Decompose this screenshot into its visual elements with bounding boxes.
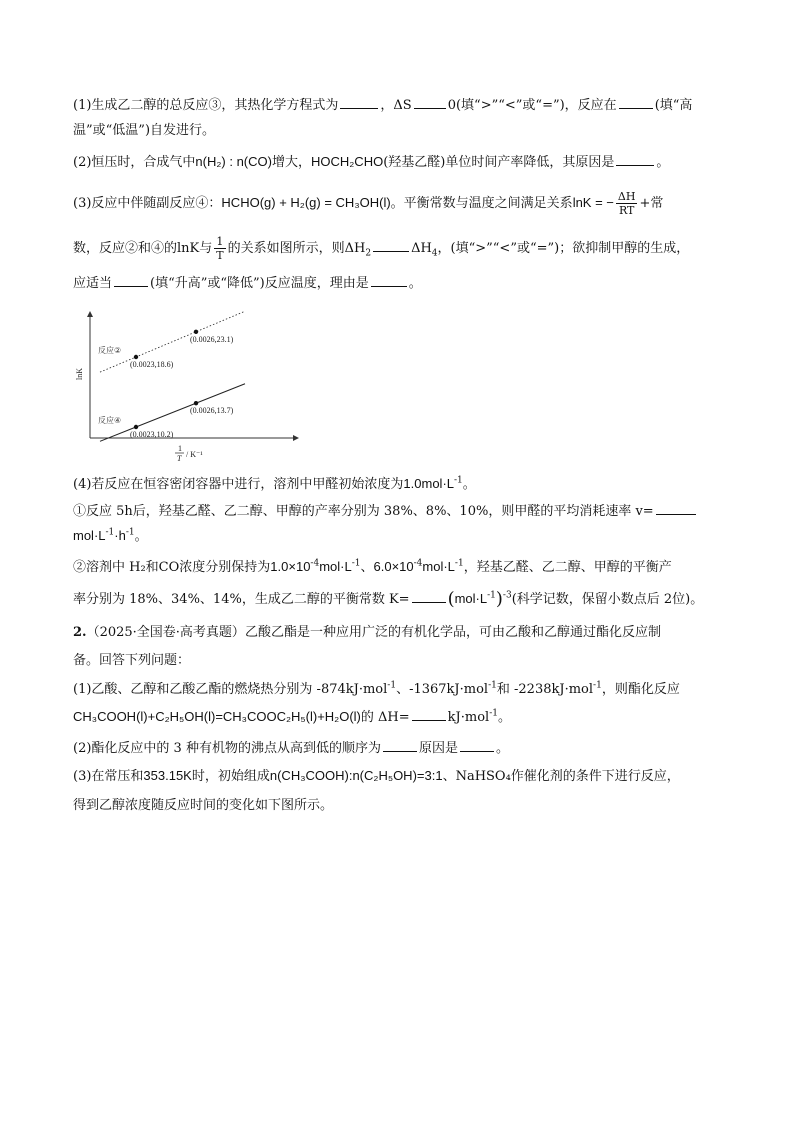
- text: 率分别为 18%、34%、14%，生成乙二醇的平衡常数 K=: [73, 592, 410, 607]
- superscript: -1: [387, 680, 397, 691]
- text: 。: [134, 529, 148, 544]
- text: ，羟基乙醛、乙二醇、甲醇的平衡产: [463, 560, 672, 575]
- superscript: -1: [488, 680, 497, 691]
- formula: n(CH₃COOH):n(C₂H₅OH)=3:1: [269, 768, 443, 783]
- formula: n(H₂) : n(CO): [195, 154, 272, 169]
- q1-part1-line2: [73, 122, 723, 140]
- superscript: -1: [125, 527, 135, 538]
- data-point: [194, 401, 198, 405]
- text: (羟基乙醛)单位时间产率降低，其原因是: [383, 155, 615, 170]
- data-point-label: (0.0026,13.7): [190, 406, 234, 416]
- value: 、6.0×10: [360, 559, 414, 574]
- text: 原因是: [418, 741, 458, 756]
- answer-blank[interactable]: [460, 739, 494, 752]
- text: 、-1367kJ·mol: [396, 682, 489, 697]
- text: ，ΔS: [380, 98, 412, 113]
- q1-part3-line2: [73, 235, 723, 262]
- unit: mol·L: [73, 528, 106, 543]
- q1-part4-sub2-line1: [73, 558, 723, 577]
- text: 。平衡常数与温度之间满足关系: [390, 196, 573, 211]
- text: ②溶剂中 H₂和CO浓度分别保持为: [73, 560, 271, 575]
- q1-part1-line1: [73, 96, 723, 115]
- answer-blank[interactable]: [340, 96, 378, 109]
- text: ，则酯化反应: [601, 682, 680, 697]
- q1-part4-sub1-line1: [73, 502, 723, 521]
- value: 1.0mol·L: [403, 476, 454, 491]
- text: (填“高: [654, 98, 693, 113]
- value: 1.0×10: [270, 559, 311, 574]
- data-point: [134, 425, 138, 429]
- formula: CH₃COOH(l)+C₂H₅OH(l)=CH₃COOC₂H₅(l)+H₂O(l): [73, 709, 361, 724]
- text: 0(填“>”“<”或“=”)，反应在: [447, 98, 617, 113]
- denominator: T: [216, 249, 224, 262]
- text: 。: [462, 477, 476, 492]
- answer-blank[interactable]: [656, 502, 696, 515]
- paren-close: ): [495, 588, 503, 610]
- text: 应适当: [73, 276, 113, 291]
- numerator: ΔH: [617, 190, 636, 203]
- subscript: 2: [365, 248, 372, 259]
- text: (4)若反应在恒容密闭容器中进行，溶剂中甲醛初始浓度为: [73, 477, 404, 492]
- q2-part2-line: [73, 739, 723, 758]
- y-axis-label: lnK: [75, 368, 84, 380]
- value: 353.15K: [143, 768, 192, 783]
- unit: mol·L: [319, 559, 352, 574]
- question-number: 2.: [73, 625, 87, 640]
- text: 。: [495, 741, 509, 756]
- question-source: （2025·全国卷·高考真题）: [86, 625, 245, 640]
- text: (2)恒压时，合成气中: [73, 155, 196, 170]
- series-layer: [98, 311, 245, 441]
- superscript: -1: [454, 475, 463, 486]
- text: +常: [639, 196, 664, 211]
- text: (1)乙酸、乙醇和乙酸乙酯的燃烧热分别为 -874kJ·mol: [73, 682, 388, 697]
- x-axis-label-num: 1: [178, 444, 182, 453]
- text: (填“升高”或“降低”)反应温度，理由是: [150, 276, 369, 291]
- superscript: -4: [413, 558, 423, 569]
- answer-blank[interactable]: [414, 96, 446, 109]
- formula: lnK = −: [572, 195, 614, 210]
- q1-part4-sub2-line2: [73, 590, 723, 609]
- q1-part2-line: [73, 153, 723, 172]
- answer-blank[interactable]: [373, 239, 409, 252]
- unit: kJ·mol: [447, 710, 490, 725]
- text: 。: [408, 276, 422, 291]
- answer-blank[interactable]: [412, 590, 446, 603]
- data-point-label: (0.0023,18.6): [130, 360, 174, 369]
- superscript: -1: [487, 590, 496, 601]
- text: 时，初始组成: [191, 769, 270, 784]
- unit: mol·L: [454, 591, 488, 606]
- answer-blank[interactable]: [616, 153, 654, 166]
- answer-blank[interactable]: [412, 708, 446, 721]
- q1-part3-line3: [73, 274, 723, 293]
- superscript: -1: [593, 680, 602, 691]
- answer-blank[interactable]: [114, 274, 148, 287]
- q1-part4-sub1-line2: [73, 527, 723, 546]
- q1-part4-line1: [73, 475, 723, 494]
- text: 。: [656, 155, 670, 170]
- superscript: -1: [489, 708, 498, 719]
- q2-part3-line2: [73, 797, 723, 815]
- fraction: [616, 190, 638, 217]
- text: (3)在常压和: [73, 769, 144, 784]
- superscript: -4: [310, 558, 320, 569]
- text: ①反应 5h后，羟基乙醛、乙二醇、甲醇的产率分别为 38%、8%、10%，则甲醛的平均消耗速率 v=: [73, 504, 654, 519]
- data-point: [134, 355, 138, 359]
- text: 。: [497, 710, 511, 725]
- text: 和 -2238kJ·mol: [496, 682, 594, 697]
- text: (2)酯化反应中的 3 种有机物的沸点从高到低的顺序为: [73, 741, 381, 756]
- series-label-1: 反应②: [98, 346, 122, 355]
- superscript: -3: [502, 590, 512, 601]
- x-axis-label-den: T: [177, 454, 182, 463]
- q2-part1-line2: [73, 708, 723, 727]
- text: 、NaHSO₄作催化剂的条件下进行反应，: [442, 769, 680, 784]
- text: 得到乙醇浓度随反应时间的变化如下图所示。: [73, 798, 334, 813]
- subscript: 4: [431, 248, 438, 259]
- formula: HOCH₂CHO: [310, 154, 384, 169]
- answer-blank[interactable]: [371, 274, 407, 287]
- q2-part1-line1: [73, 681, 723, 699]
- text: 乙酸乙酯是一种应用广泛的有机化学品，可由乙酸和乙醇通过酯化反应制: [244, 625, 661, 640]
- q2-part3-line1: [73, 767, 723, 786]
- data-point: [194, 330, 198, 334]
- answer-blank[interactable]: [619, 96, 653, 109]
- text: 的 ΔH=: [360, 710, 410, 725]
- superscript: -1: [351, 558, 361, 569]
- text: 增大，: [271, 155, 311, 170]
- text: 温”或“低温”)自发进行。: [73, 123, 216, 138]
- answer-blank[interactable]: [383, 739, 417, 752]
- q1-part3-line1: [73, 190, 723, 217]
- formula: HCHO(g) + H₂(g) = CH₃OH(l): [221, 195, 391, 210]
- paren-open: (: [447, 588, 455, 610]
- text: 的关系如图所示，则ΔH: [227, 241, 366, 256]
- numerator: 1: [214, 235, 225, 249]
- text: (3)反应中伴随副反应④：: [73, 196, 222, 211]
- text: (科学记数，保留小数点后 2位)。: [511, 592, 704, 607]
- unit: ·h: [114, 528, 126, 543]
- fraction: [214, 235, 225, 262]
- text: ΔH: [411, 241, 432, 256]
- unit: mol·L: [422, 559, 455, 574]
- q2-head-line1: [73, 624, 723, 642]
- lnk-vs-inverse-t-chart: [70, 304, 310, 464]
- text: ，(填“>”“<”或“=”)；欲抑制甲醇的生成，: [437, 241, 690, 256]
- q2-head-line2: [73, 652, 723, 670]
- text: 备。回答下列问题：: [73, 653, 191, 668]
- denominator: RT: [618, 204, 635, 217]
- superscript: -1: [105, 527, 115, 538]
- superscript: -1: [454, 558, 464, 569]
- text: (1)生成乙二醇的总反应③，其热化学方程式为: [73, 98, 339, 113]
- text: 数，反应②和④的lnK与: [73, 241, 213, 256]
- data-point-label: (0.0023,10.2): [130, 430, 174, 439]
- series-label-2: 反应④: [98, 416, 122, 425]
- x-axis-label-unit: / K⁻¹: [186, 450, 203, 459]
- data-point-label: (0.0026,23.1): [190, 334, 234, 344]
